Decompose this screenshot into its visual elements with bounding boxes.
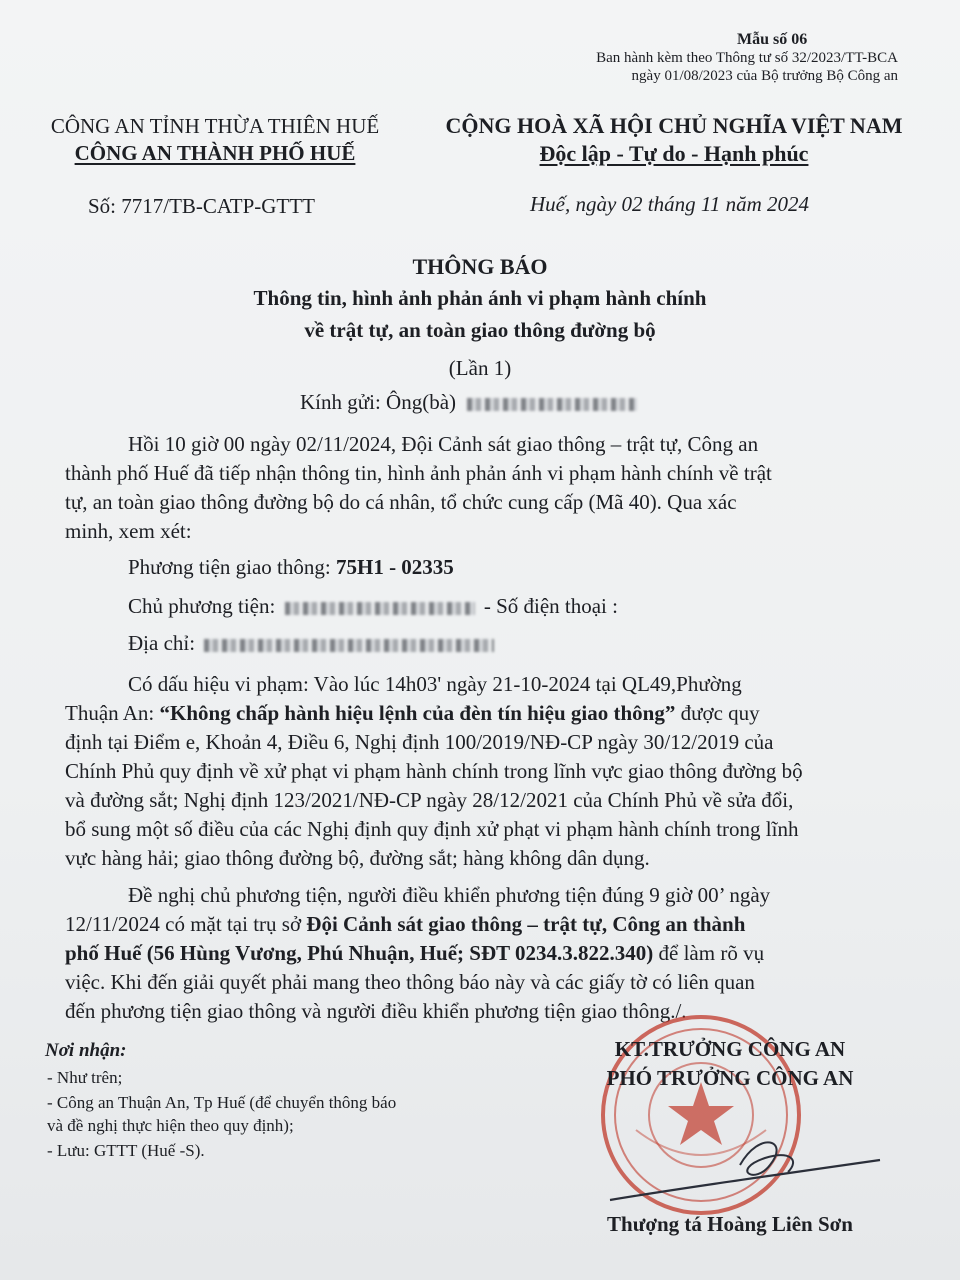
- violation-line7: vực hàng hải; giao thông đường bộ, đường sắt; hàng không dân dụng.: [65, 846, 650, 870]
- form-number: Mẫu số 06: [737, 31, 808, 48]
- owner-line: [128, 594, 618, 619]
- recipients-title: Nơi nhận:: [45, 1040, 127, 1061]
- owner-label: Chủ phương tiện:: [128, 594, 276, 618]
- recipient-line: [300, 390, 637, 415]
- request-line3: [65, 941, 764, 966]
- phone-label: - Số điện thoại :: [483, 594, 618, 618]
- intro-line4: minh, xem xét:: [65, 519, 192, 543]
- subject-line1: Thông tin, hình ảnh phản ánh vi phạm hành chính: [253, 286, 707, 310]
- violation-line5: và đường sắt; Nghị định 123/2021/NĐ-CP ngày 28/12/2021 của Chính Phủ về sửa đổi,: [65, 788, 794, 812]
- nation-name: CỘNG HOÀ XÃ HỘI CHỦ NGHĨA VIỆT NAM: [445, 113, 903, 138]
- recipient-item-3: - Lưu: GTTT (Huế -S).: [47, 1141, 205, 1160]
- vehicle-plate: 75H1 - 02335: [335, 555, 454, 579]
- form-issued-line1: Ban hành kèm theo Thông tư số 32/2023/TT-BCA: [596, 50, 898, 66]
- request-address: phố Huế (56 Hùng Vương, Phú Nhuận, Huế; SĐT 0234.3.822.340): [65, 941, 654, 965]
- request-line2: [65, 912, 745, 937]
- redacted-owner-name: [285, 602, 475, 615]
- violation-line3: định tại Điểm e, Khoản 4, Điều 6, Nghị định 100/2019/NĐ-CP ngày 30/12/2019 của: [65, 730, 774, 754]
- request-line5: đến phương tiện giao thông và người điều khiển phương tiện giao thông./.: [65, 999, 687, 1023]
- subject-line2: về trật tự, an toàn giao thông đường bộ: [304, 318, 656, 342]
- redacted-recipient-name: [467, 398, 637, 411]
- agency-parent: CÔNG AN TỈNH THỪA THIÊN HUẾ: [50, 114, 380, 138]
- document-number: Số: 7717/TB-CATP-GTTT: [88, 194, 315, 218]
- recipient-item-1: - Như trên;: [47, 1068, 123, 1087]
- request-line4: việc. Khi đến giải quyết phải mang theo thông báo này và các giấy tờ có liên quan: [65, 970, 755, 994]
- intro-line3: tự, an toàn giao thông đường bộ do cá nhân, tổ chức cung cấp (Mã 40). Qua xác: [65, 490, 737, 514]
- violation-description: “Không chấp hành hiệu lệnh của đèn tín hiệu giao thông”: [159, 701, 676, 725]
- request-office: Đội Cảnh sát giao thông – trật tự, Công an thành: [306, 912, 746, 936]
- request-date: 12/11/2024 có mặt tại trụ sở: [65, 912, 307, 936]
- intro-line2: thành phố Huế đã tiếp nhận thông tin, hình ảnh phản ánh vi phạm hành chính về trật: [65, 461, 772, 485]
- handwritten-signature: [590, 1120, 890, 1210]
- violation-line4: Chính Phủ quy định về xử phạt vi phạm hành chính trong lĩnh vực giao thông đường bộ: [65, 759, 803, 783]
- violation-location: Thuận An:: [65, 701, 160, 725]
- national-motto: Độc lập - Tự do - Hạnh phúc: [539, 141, 809, 166]
- agency-name: CÔNG AN THÀNH PHỐ HUẾ: [74, 141, 356, 165]
- violation-line2: [65, 701, 760, 726]
- recipient-label: Kính gửi: Ông(bà): [300, 390, 457, 414]
- place-date: Huế, ngày 02 tháng 11 năm 2024: [530, 192, 809, 216]
- redacted-address: [204, 639, 494, 652]
- vehicle-label: Phương tiện giao thông:: [128, 555, 331, 579]
- recipient-item-2a: - Công an Thuận An, Tp Huế (để chuyển thông báo: [47, 1093, 397, 1112]
- document-title: THÔNG BÁO: [412, 254, 548, 279]
- violation-line6: bổ sung một số điều của các Nghị định quy định xử phạt vi phạm hành chính trong lĩnh: [65, 817, 799, 841]
- signature-authority-line1: KT.TRƯỞNG CÔNG AN: [614, 1037, 846, 1061]
- recipient-item-2b: và đề nghị thực hiện theo quy định);: [47, 1116, 294, 1135]
- violation-line2-suffix: được quy: [675, 701, 760, 725]
- vehicle-line: [128, 555, 454, 580]
- notice-round: (Lần 1): [448, 356, 512, 380]
- request-line1: Đề nghị chủ phương tiện, người điều khiển phương tiện đúng 9 giờ 00’ ngày: [128, 883, 771, 907]
- address-label: Địa chỉ:: [128, 631, 196, 655]
- form-issued-line2: ngày 01/08/2023 của Bộ trưởng Bộ Công an: [631, 68, 898, 84]
- violation-line1: Có dấu hiệu vi phạm: Vào lúc 14h03' ngày 21-10-2024 tại QL49,Phường: [128, 672, 742, 696]
- request-line3-suffix: để làm rõ vụ: [653, 941, 765, 965]
- intro-line1: Hồi 10 giờ 00 ngày 02/11/2024, Đội Cảnh sát giao thông – trật tự, Công an: [128, 432, 759, 456]
- address-line: [128, 631, 494, 656]
- signature-authority-line2: PHÓ TRƯỞNG CÔNG AN: [606, 1066, 854, 1090]
- signer-name: Thượng tá Hoàng Liên Sơn: [607, 1212, 853, 1236]
